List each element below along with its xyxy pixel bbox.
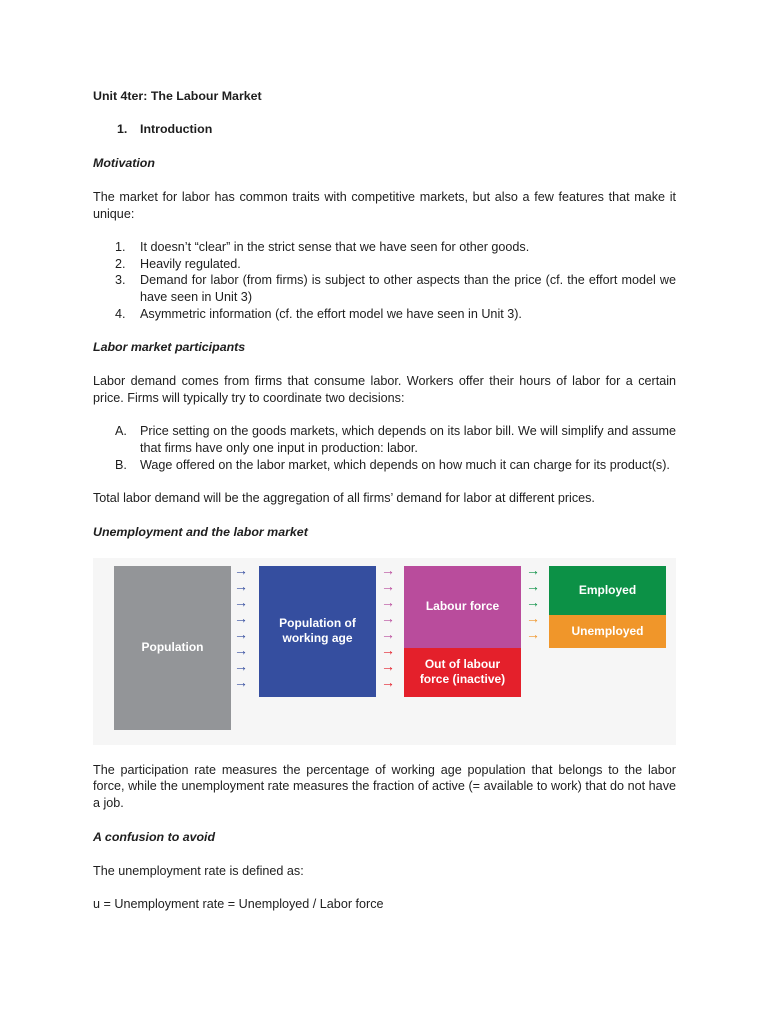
arrows-to-working-age — [234, 562, 254, 691]
arrow-icon: → — [381, 577, 395, 594]
working-age-box: Population of working age — [259, 566, 376, 697]
unemployment-heading: Unemployment and the labor market — [93, 524, 308, 539]
arrow-icon: → — [234, 561, 248, 578]
arrow-icon: → — [526, 577, 540, 594]
labour-market-diagram — [93, 558, 676, 745]
list-item — [93, 272, 676, 305]
total-demand-text: Total labor demand will be the aggregation of all firms’ demand for labor at different prices. — [93, 491, 595, 506]
list-item — [93, 423, 676, 456]
population-box: Population — [114, 566, 231, 730]
confusion-intro: The unemployment rate is defined as: — [93, 863, 304, 878]
list-marker: 4. — [115, 306, 126, 321]
list-marker: A. — [115, 424, 127, 439]
motivation-heading: Motivation — [93, 156, 155, 170]
arrow-icon: → — [381, 658, 395, 675]
list-marker: B. — [115, 457, 127, 472]
arrow-icon: → — [526, 626, 540, 643]
labour-force-box: Labour force — [404, 566, 521, 648]
motivation-list — [93, 239, 676, 322]
arrow-icon: → — [526, 561, 540, 578]
arrow-icon: → — [526, 610, 540, 626]
arrow-icon: → — [381, 626, 395, 643]
employed-box: Employed — [549, 566, 666, 615]
arrow-icon: → — [526, 593, 540, 610]
participants-list — [93, 423, 676, 473]
list-marker: 3. — [115, 273, 126, 288]
section-number: 1. — [117, 122, 128, 136]
arrow-icon: → — [234, 626, 248, 643]
arrow-icon: → — [381, 593, 395, 610]
arrow-icon: → — [381, 674, 395, 691]
list-item-text: Asymmetric information (cf. the effort model we have seen in Unit 3). — [140, 306, 522, 321]
arrow-icon: → — [234, 642, 248, 659]
list-item-text: It doesn’t “clear” in the strict sense that we have seen for other goods. — [140, 240, 530, 255]
unemployment-rate-formula: u = Unemployment rate = Unemployed / Labor force — [93, 897, 384, 912]
confusion-heading: A confusion to avoid — [93, 829, 216, 844]
motivation-intro: The market for labor has common traits with competitive markets, but also a few features that make it unique: — [93, 190, 676, 221]
list-marker: 1. — [115, 240, 126, 255]
out-of-labour-force-box: Out of labour force (inactive) — [404, 648, 521, 697]
arrow-icon: → — [234, 610, 248, 626]
section-title: Introduction — [140, 122, 213, 136]
list-item — [93, 239, 676, 256]
arrow-icon: → — [381, 642, 395, 659]
list-item-text: Demand for labor (from firms) is subject to other aspects than the price (cf. the effort model we have seen in Unit 3) — [140, 273, 676, 304]
document-page — [93, 88, 676, 913]
arrows-to-employment-status — [526, 562, 546, 642]
arrow-icon: → — [381, 561, 395, 578]
list-marker: 2. — [115, 256, 126, 271]
list-item — [93, 306, 676, 323]
arrow-icon: → — [234, 674, 248, 691]
list-item-text: Heavily regulated. — [140, 256, 241, 271]
arrow-icon: → — [234, 658, 248, 675]
rates-explanation: The participation rate measures the percentage of working age population that belongs to the labor force, while the unemployment rate measures the fraction of active (= available to work) that do not have a job. — [93, 762, 676, 810]
list-item-text: Wage offered on the labor market, which depends on how much it can charge for its product(s). — [140, 457, 670, 472]
arrow-icon: → — [234, 593, 248, 610]
arrow-icon: → — [381, 610, 395, 626]
list-item — [93, 457, 676, 474]
section-heading — [117, 121, 676, 138]
list-item — [93, 256, 676, 273]
participants-intro: Labor demand comes from firms that consume labor. Workers offer their hours of labor for a certain price. Firms will typically try to coordinate two decisions: — [93, 374, 676, 405]
unemployed-box: Unemployed — [549, 615, 666, 648]
arrows-to-labour-status — [381, 562, 401, 691]
arrow-icon: → — [234, 577, 248, 594]
document-title: Unit 4ter: The Labour Market — [93, 89, 262, 103]
participants-heading: Labor market participants — [93, 340, 246, 355]
list-item-text: Price setting on the goods markets, which depends on its labor bill. We will simplify and assume that firms have only one input in production: labor. — [140, 424, 676, 455]
